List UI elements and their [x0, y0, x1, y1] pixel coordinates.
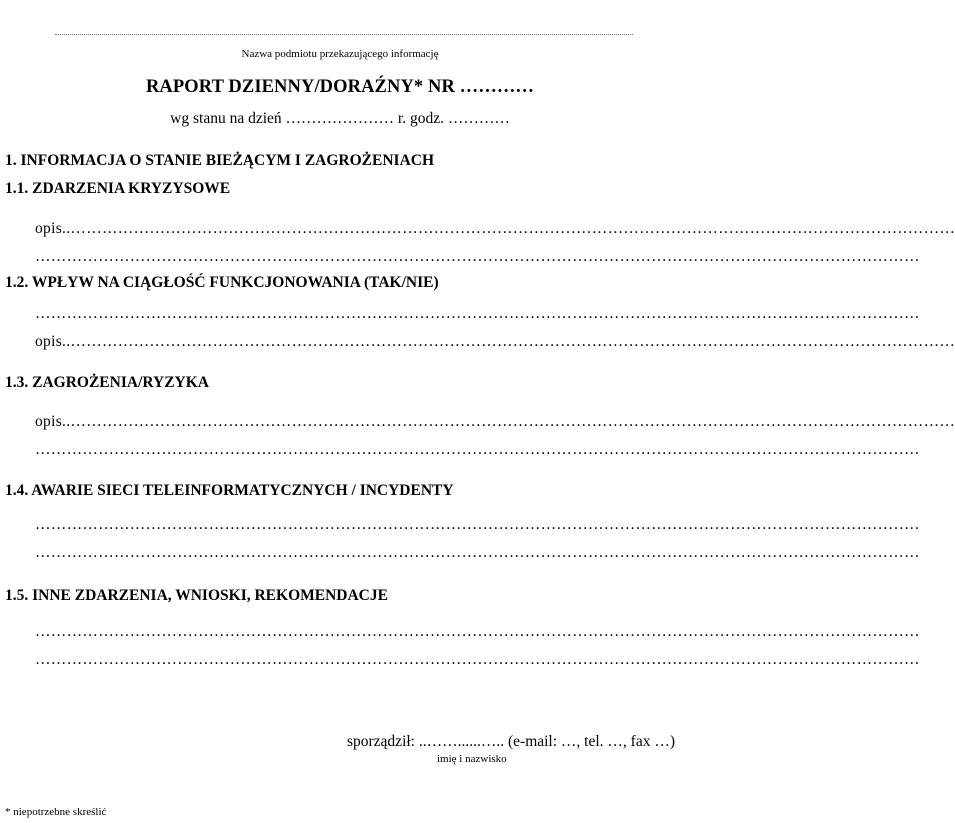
- section-1-2-line-1: [35, 305, 920, 323]
- section-1-5-heading: 1.5. INNE ZDARZENIA, WNIOSKI, REKOMENDACJE: [5, 587, 388, 604]
- section-1-3-heading: 1.3. ZAGROŻENIA/RYZYKA: [5, 374, 209, 391]
- dotted-fill: ……………………………………………………………………………………………………………………………………………………: [35, 305, 920, 322]
- section-1-heading: 1. INFORMACJA O STANIE BIEŻĄCYM I ZAGROŻENIACH: [5, 152, 435, 169]
- dotted-fill: ……………………………………………………………………………………………………………………………………………………: [35, 544, 920, 561]
- report-date-line: wg stanu na dzień ………………… r. godz. …………: [170, 110, 510, 127]
- section-1-5-line-1: [35, 623, 920, 641]
- desc-label: opis..: [35, 413, 71, 430]
- dotted-fill: ……………………………………………………………………………………………………………………………………………………: [35, 651, 920, 668]
- section-1-1-line-2: [35, 248, 920, 266]
- prepared-by-line: sporządził: ..……......….. (e-mail: …, tel. …, fax …): [346, 733, 675, 750]
- section-1-4-line-1: [35, 516, 920, 534]
- entity-name-line: [55, 34, 633, 35]
- section-1-5-line-2: [35, 651, 920, 669]
- section-1-3-line-2: [35, 441, 920, 459]
- name-caption: imię i nazwisko: [437, 753, 507, 765]
- section-1-4-line-2: [35, 544, 920, 562]
- report-title: RAPORT DZIENNY/DORAŹNY* NR …………: [145, 77, 535, 97]
- dotted-fill: ……………………………………………………………………………………………………………………………………………………: [35, 441, 920, 458]
- dotted-fill: ……………………………………………………………………………………………………………………………………………………: [70, 220, 955, 237]
- desc-label: opis..: [35, 333, 71, 350]
- section-1-3-line-1: [35, 413, 955, 431]
- section-1-1-line-1: [35, 220, 955, 238]
- footnote: * niepotrzebne skreślić: [5, 806, 107, 818]
- dotted-fill: ……………………………………………………………………………………………………………………………………………………: [70, 333, 955, 350]
- dotted-fill: ……………………………………………………………………………………………………………………………………………………: [35, 516, 920, 533]
- dotted-fill: ……………………………………………………………………………………………………………………………………………………: [70, 413, 955, 430]
- section-1-2-heading: 1.2. WPŁYW NA CIĄGŁOŚĆ FUNKCJONOWANIA (TAK/NIE): [5, 274, 439, 291]
- section-1-2-line-2: [35, 333, 955, 351]
- entity-name-caption: Nazwa podmiotu przekazującego informację: [241, 48, 439, 60]
- dotted-fill: ……………………………………………………………………………………………………………………………………………………: [35, 623, 920, 640]
- section-1-1-heading: 1.1. ZDARZENIA KRYZYSOWE: [5, 180, 231, 197]
- desc-label: opis..: [35, 220, 71, 237]
- dotted-fill: ……………………………………………………………………………………………………………………………………………………: [35, 248, 920, 265]
- section-1-4-heading: 1.4. AWARIE SIECI TELEINFORMATYCZNYCH / INCYDENTY: [5, 482, 454, 499]
